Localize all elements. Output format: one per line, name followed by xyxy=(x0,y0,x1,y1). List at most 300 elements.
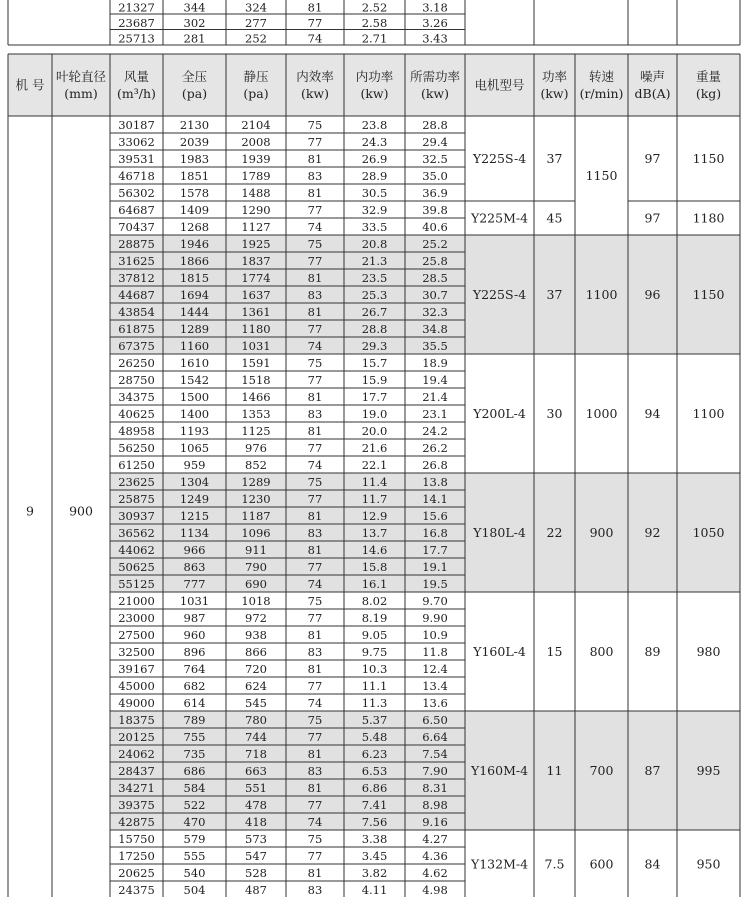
internal-power-cell: 11.7 xyxy=(361,492,388,506)
internal-power-cell: 30.5 xyxy=(361,186,388,200)
weight-cell: 1050 xyxy=(692,525,725,540)
static-pressure-cell: 976 xyxy=(245,441,267,455)
required-power-cell: 36.9 xyxy=(422,186,448,200)
total-pressure-cell: 863 xyxy=(183,560,206,574)
efficiency-cell: 77 xyxy=(307,322,323,336)
header-total-pressure: 全压 xyxy=(181,69,208,84)
header-speed: (r/min) xyxy=(579,86,624,101)
airflow-cell: 34271 xyxy=(118,781,155,795)
total-pressure-cell: 344 xyxy=(183,0,206,15)
internal-power-cell: 28.9 xyxy=(361,169,388,183)
efficiency-cell: 75 xyxy=(307,118,323,132)
header-internal-efficiency: (kw) xyxy=(300,86,330,101)
total-pressure-cell: 1851 xyxy=(179,169,210,183)
required-power-cell: 6.50 xyxy=(422,713,448,727)
total-pressure-cell: 1815 xyxy=(179,271,210,285)
internal-power-cell: 2.52 xyxy=(361,0,388,15)
power-cell: 30 xyxy=(546,406,563,421)
static-pressure-cell: 252 xyxy=(245,31,267,46)
airflow-cell: 39167 xyxy=(118,662,155,676)
total-pressure-cell: 555 xyxy=(183,849,206,863)
header-weight: 重量 xyxy=(695,69,722,84)
internal-power-cell: 6.23 xyxy=(361,747,388,761)
noise-cell: 92 xyxy=(644,525,661,540)
header-airflow: (m³/h) xyxy=(117,86,156,101)
power-cell: 15 xyxy=(546,644,563,659)
header-weight: (kg) xyxy=(695,86,722,101)
header-impeller-diameter: 叶轮直径 xyxy=(55,69,107,84)
internal-power-cell: 2.71 xyxy=(361,31,388,46)
total-pressure-cell: 540 xyxy=(183,866,206,880)
efficiency-cell: 81 xyxy=(307,390,323,404)
total-pressure-cell: 1065 xyxy=(179,441,210,455)
total-pressure-cell: 1134 xyxy=(179,526,210,540)
total-pressure-cell: 504 xyxy=(183,883,206,897)
total-pressure-cell: 1193 xyxy=(179,424,210,438)
internal-power-cell: 12.9 xyxy=(361,509,388,523)
static-pressure-cell: 1031 xyxy=(241,339,271,353)
header-internal-power: (kw) xyxy=(360,86,389,101)
total-pressure-cell: 735 xyxy=(183,747,206,761)
required-power-cell: 19.1 xyxy=(422,560,448,574)
required-power-cell: 15.6 xyxy=(422,509,448,523)
internal-power-cell: 5.37 xyxy=(361,713,388,727)
required-power-cell: 16.8 xyxy=(422,526,448,540)
efficiency-cell: 75 xyxy=(307,237,323,251)
airflow-cell: 25875 xyxy=(118,492,155,506)
total-pressure-cell: 1500 xyxy=(179,390,210,404)
static-pressure-cell: 1361 xyxy=(241,305,271,319)
required-power-cell: 17.7 xyxy=(422,543,448,557)
motor-model-cell: Y225M-4 xyxy=(470,210,529,226)
static-pressure-cell: 1466 xyxy=(241,390,271,404)
header-impeller-diameter: (mm) xyxy=(64,86,98,101)
efficiency-cell: 81 xyxy=(307,747,323,761)
efficiency-cell: 77 xyxy=(307,441,323,455)
total-pressure-cell: 2039 xyxy=(179,135,210,149)
internal-power-cell: 15.9 xyxy=(361,373,388,387)
efficiency-cell: 75 xyxy=(307,832,323,846)
required-power-cell: 18.9 xyxy=(422,356,448,370)
static-pressure-cell: 744 xyxy=(245,730,267,744)
internal-power-cell: 33.5 xyxy=(361,220,388,234)
header-required-power: 所需功率 xyxy=(409,69,461,84)
total-pressure-cell: 1983 xyxy=(179,152,210,166)
motor-model-cell: Y160L-4 xyxy=(473,644,526,659)
static-pressure-cell: 852 xyxy=(245,458,267,472)
internal-power-cell: 7.56 xyxy=(361,815,388,829)
static-pressure-cell: 718 xyxy=(245,747,267,761)
airflow-cell: 15750 xyxy=(118,832,155,846)
static-pressure-cell: 573 xyxy=(245,832,267,846)
static-pressure-cell: 1789 xyxy=(241,169,271,183)
required-power-cell: 30.7 xyxy=(422,288,448,302)
header-speed: 转速 xyxy=(588,69,615,84)
required-power-cell: 10.9 xyxy=(422,628,448,642)
efficiency-cell: 81 xyxy=(307,0,323,15)
total-pressure-cell: 1215 xyxy=(179,509,210,523)
static-pressure-cell: 1939 xyxy=(241,152,271,166)
noise-cell: 97 xyxy=(644,151,661,166)
efficiency-cell: 77 xyxy=(307,492,323,506)
motor-model-cell: Y132M-4 xyxy=(470,856,529,872)
internal-power-cell: 16.1 xyxy=(361,577,388,591)
efficiency-cell: 83 xyxy=(307,883,323,897)
airflow-cell: 24375 xyxy=(118,883,155,897)
airflow-cell: 50625 xyxy=(118,560,155,574)
internal-power-cell: 11.1 xyxy=(361,679,388,693)
motor-model-cell: Y225S-4 xyxy=(472,151,527,166)
weight-cell: 950 xyxy=(696,856,721,872)
efficiency-cell: 81 xyxy=(307,662,323,676)
noise-cell: 97 xyxy=(644,210,661,226)
required-power-cell: 12.4 xyxy=(422,662,448,676)
header-static-pressure: 静压 xyxy=(243,69,269,84)
required-power-cell: 13.6 xyxy=(422,696,448,710)
total-pressure-cell: 1249 xyxy=(179,492,210,506)
static-pressure-cell: 418 xyxy=(245,815,267,829)
power-cell: 37 xyxy=(546,287,563,302)
required-power-cell: 13.8 xyxy=(422,475,448,489)
required-power-cell: 28.5 xyxy=(422,271,448,285)
static-pressure-cell: 972 xyxy=(245,611,267,625)
efficiency-cell: 75 xyxy=(307,594,323,608)
static-pressure-cell: 624 xyxy=(245,679,267,693)
internal-power-cell: 21.6 xyxy=(361,441,388,455)
power-cell: 7.5 xyxy=(544,856,565,872)
required-power-cell: 35.0 xyxy=(422,169,448,183)
static-pressure-cell: 1925 xyxy=(241,237,271,251)
internal-power-cell: 26.7 xyxy=(361,305,388,319)
static-pressure-cell: 1180 xyxy=(241,322,271,336)
static-pressure-cell: 277 xyxy=(245,15,267,30)
total-pressure-cell: 614 xyxy=(183,696,206,710)
weight-cell: 1150 xyxy=(692,151,725,166)
required-power-cell: 26.2 xyxy=(422,441,448,455)
internal-power-cell: 26.9 xyxy=(361,152,388,166)
airflow-cell: 49000 xyxy=(118,696,155,710)
airflow-cell: 28750 xyxy=(118,373,155,387)
power-cell: 37 xyxy=(546,151,563,166)
header-internal-power: 内功率 xyxy=(355,69,394,84)
airflow-cell: 28875 xyxy=(118,237,155,251)
header-internal-efficiency: 内效率 xyxy=(296,69,334,84)
efficiency-cell: 75 xyxy=(307,713,323,727)
required-power-cell: 25.8 xyxy=(422,254,448,268)
internal-power-cell: 15.7 xyxy=(361,356,388,370)
efficiency-cell: 77 xyxy=(307,611,323,625)
static-pressure-cell: 528 xyxy=(245,866,267,880)
required-power-cell: 8.98 xyxy=(422,798,448,812)
airflow-cell: 17250 xyxy=(118,849,155,863)
noise-cell: 84 xyxy=(644,856,661,872)
efficiency-cell: 83 xyxy=(307,764,323,778)
airflow-cell: 21327 xyxy=(118,0,155,15)
total-pressure-cell: 959 xyxy=(183,458,206,472)
total-pressure-cell: 1409 xyxy=(179,203,210,217)
required-power-cell: 3.18 xyxy=(422,0,448,15)
required-power-cell: 19.4 xyxy=(422,373,448,387)
efficiency-cell: 74 xyxy=(307,31,323,46)
required-power-cell: 40.6 xyxy=(422,220,448,234)
total-pressure-cell: 1444 xyxy=(179,305,210,319)
static-pressure-cell: 1230 xyxy=(241,492,271,506)
power-cell: 11 xyxy=(546,763,563,778)
airflow-cell: 33062 xyxy=(118,135,155,149)
efficiency-cell: 83 xyxy=(307,169,323,183)
total-pressure-cell: 966 xyxy=(183,543,206,557)
airflow-cell: 39531 xyxy=(118,152,155,166)
required-power-cell: 4.98 xyxy=(422,883,448,897)
static-pressure-cell: 1837 xyxy=(241,254,271,268)
internal-power-cell: 24.3 xyxy=(361,135,388,149)
total-pressure-cell: 584 xyxy=(183,781,206,795)
power-cell: 45 xyxy=(546,210,563,226)
total-pressure-cell: 1946 xyxy=(179,237,210,251)
total-pressure-cell: 1610 xyxy=(179,356,210,370)
total-pressure-cell: 1304 xyxy=(179,475,210,489)
airflow-cell: 43854 xyxy=(118,305,155,319)
efficiency-cell: 74 xyxy=(307,339,323,353)
airflow-cell: 20125 xyxy=(118,730,155,744)
efficiency-cell: 77 xyxy=(307,203,323,217)
total-pressure-cell: 682 xyxy=(183,679,206,693)
total-pressure-cell: 1268 xyxy=(179,220,210,234)
static-pressure-cell: 790 xyxy=(245,560,267,574)
efficiency-cell: 74 xyxy=(307,577,323,591)
efficiency-cell: 83 xyxy=(307,407,323,421)
internal-power-cell: 17.7 xyxy=(361,390,388,404)
airflow-cell: 23687 xyxy=(118,15,155,30)
motor-model-cell: Y160M-4 xyxy=(470,763,529,778)
airflow-cell: 48958 xyxy=(118,424,155,438)
internal-power-cell: 5.48 xyxy=(361,730,388,744)
airflow-cell: 46718 xyxy=(118,169,155,183)
static-pressure-cell: 866 xyxy=(245,645,267,659)
internal-power-cell: 15.8 xyxy=(361,560,388,574)
internal-power-cell: 29.3 xyxy=(361,339,388,353)
total-pressure-cell: 1542 xyxy=(179,373,210,387)
static-pressure-cell: 324 xyxy=(245,0,267,15)
airflow-cell: 36562 xyxy=(118,526,155,540)
header-noise: 噪声 xyxy=(639,69,666,84)
total-pressure-cell: 579 xyxy=(183,832,206,846)
efficiency-cell: 81 xyxy=(307,271,323,285)
internal-power-cell: 9.05 xyxy=(361,628,388,642)
airflow-cell: 56250 xyxy=(118,441,155,455)
total-pressure-cell: 764 xyxy=(183,662,206,676)
static-pressure-cell: 547 xyxy=(245,849,267,863)
total-pressure-cell: 281 xyxy=(183,31,206,46)
airflow-cell: 30937 xyxy=(118,509,155,523)
required-power-cell: 39.8 xyxy=(422,203,448,217)
noise-cell: 94 xyxy=(644,406,661,421)
internal-power-cell: 25.3 xyxy=(361,288,388,302)
header-power: 功率 xyxy=(541,69,568,84)
total-pressure-cell: 960 xyxy=(183,628,206,642)
efficiency-cell: 77 xyxy=(307,254,323,268)
efficiency-cell: 81 xyxy=(307,152,323,166)
internal-power-cell: 11.3 xyxy=(361,696,388,710)
airflow-cell: 42875 xyxy=(118,815,155,829)
internal-power-cell: 23.8 xyxy=(361,118,388,132)
efficiency-cell: 77 xyxy=(307,373,323,387)
efficiency-cell: 83 xyxy=(307,288,323,302)
static-pressure-cell: 2104 xyxy=(241,118,271,132)
efficiency-cell: 74 xyxy=(307,815,323,829)
airflow-cell: 61875 xyxy=(118,322,155,336)
static-pressure-cell: 690 xyxy=(245,577,267,591)
required-power-cell: 7.90 xyxy=(422,764,448,778)
efficiency-cell: 77 xyxy=(307,730,323,744)
airflow-cell: 45000 xyxy=(118,679,155,693)
airflow-cell: 55125 xyxy=(118,577,155,591)
airflow-cell: 21000 xyxy=(118,594,155,608)
internal-power-cell: 19.0 xyxy=(361,407,388,421)
required-power-cell: 8.31 xyxy=(422,781,448,795)
static-pressure-cell: 663 xyxy=(245,764,267,778)
internal-power-cell: 4.11 xyxy=(361,883,388,897)
internal-power-cell: 21.3 xyxy=(361,254,388,268)
efficiency-cell: 77 xyxy=(307,849,323,863)
weight-cell: 1150 xyxy=(692,287,725,302)
noise-cell: 87 xyxy=(644,763,661,778)
static-pressure-cell: 1289 xyxy=(241,475,271,489)
required-power-cell: 32.3 xyxy=(422,305,448,319)
static-pressure-cell: 1637 xyxy=(241,288,271,302)
static-pressure-cell: 780 xyxy=(245,713,267,727)
header-motor-model: 电机型号 xyxy=(474,77,525,93)
airflow-cell: 27500 xyxy=(118,628,155,642)
total-pressure-cell: 896 xyxy=(183,645,206,659)
header-total-pressure: (pa) xyxy=(181,86,208,101)
airflow-cell: 30187 xyxy=(118,118,155,132)
required-power-cell: 19.5 xyxy=(422,577,448,591)
static-pressure-cell: 545 xyxy=(245,696,267,710)
efficiency-cell: 81 xyxy=(307,781,323,795)
total-pressure-cell: 470 xyxy=(183,815,206,829)
airflow-cell: 70437 xyxy=(118,220,155,234)
header-power: (kw) xyxy=(540,86,569,101)
internal-power-cell: 20.8 xyxy=(361,237,388,251)
internal-power-cell: 32.9 xyxy=(361,203,388,217)
airflow-cell: 56302 xyxy=(118,186,155,200)
total-pressure-cell: 1866 xyxy=(179,254,210,268)
static-pressure-cell: 1125 xyxy=(241,424,271,438)
total-pressure-cell: 987 xyxy=(183,611,206,625)
speed-cell: 1100 xyxy=(585,287,618,302)
total-pressure-cell: 1289 xyxy=(179,322,210,336)
total-pressure-cell: 686 xyxy=(183,764,206,778)
internal-power-cell: 2.58 xyxy=(361,15,388,30)
airflow-cell: 39375 xyxy=(118,798,155,812)
required-power-cell: 21.4 xyxy=(422,390,448,404)
speed-cell: 1150 xyxy=(585,168,618,183)
efficiency-cell: 74 xyxy=(307,696,323,710)
airflow-cell: 32500 xyxy=(118,645,155,659)
internal-power-cell: 9.75 xyxy=(361,645,388,659)
total-pressure-cell: 522 xyxy=(183,798,206,812)
internal-power-cell: 23.5 xyxy=(361,271,388,285)
header-airflow: 风量 xyxy=(123,69,150,84)
impeller-diameter-cell: 900 xyxy=(69,503,93,519)
airflow-cell: 25713 xyxy=(118,31,155,46)
weight-cell: 980 xyxy=(696,644,721,659)
internal-power-cell: 28.8 xyxy=(361,322,388,336)
airflow-cell: 23625 xyxy=(118,475,155,489)
speed-cell: 1000 xyxy=(585,406,618,421)
static-pressure-cell: 911 xyxy=(245,543,267,557)
airflow-cell: 28437 xyxy=(118,764,155,778)
required-power-cell: 7.54 xyxy=(422,747,448,761)
airflow-cell: 20625 xyxy=(118,866,155,880)
required-power-cell: 32.5 xyxy=(422,152,448,166)
efficiency-cell: 81 xyxy=(307,186,323,200)
required-power-cell: 3.26 xyxy=(422,15,448,30)
efficiency-cell: 75 xyxy=(307,356,323,370)
efficiency-cell: 81 xyxy=(307,866,323,880)
header-machine-no: 机 号 xyxy=(15,77,45,93)
total-pressure-cell: 2130 xyxy=(179,118,210,132)
static-pressure-cell: 551 xyxy=(245,781,267,795)
machine-number-cell: 9 xyxy=(26,503,34,519)
required-power-cell: 24.2 xyxy=(422,424,448,438)
internal-power-cell: 22.1 xyxy=(361,458,388,472)
static-pressure-cell: 478 xyxy=(245,798,267,812)
efficiency-cell: 83 xyxy=(307,526,323,540)
required-power-cell: 25.2 xyxy=(422,237,448,251)
airflow-cell: 67375 xyxy=(118,339,155,353)
airflow-cell: 61250 xyxy=(118,458,155,472)
static-pressure-cell: 487 xyxy=(245,883,267,897)
motor-model-cell: Y200L-4 xyxy=(473,406,526,421)
airflow-cell: 34375 xyxy=(118,390,155,404)
speed-cell: 800 xyxy=(589,644,614,659)
noise-cell: 96 xyxy=(644,287,661,302)
total-pressure-cell: 302 xyxy=(183,15,206,30)
internal-power-cell: 3.82 xyxy=(361,866,388,880)
header-background xyxy=(8,54,740,116)
weight-cell: 995 xyxy=(696,763,721,778)
internal-power-cell: 8.02 xyxy=(361,594,388,608)
header-static-pressure: (pa) xyxy=(243,86,269,101)
airflow-cell: 26250 xyxy=(118,356,155,370)
motor-model-cell: Y225S-4 xyxy=(472,287,527,302)
efficiency-cell: 77 xyxy=(307,798,323,812)
internal-power-cell: 6.86 xyxy=(361,781,388,795)
efficiency-cell: 81 xyxy=(307,305,323,319)
efficiency-cell: 81 xyxy=(307,509,323,523)
total-pressure-cell: 1694 xyxy=(179,288,210,302)
static-pressure-cell: 2008 xyxy=(241,135,271,149)
static-pressure-cell: 1353 xyxy=(241,407,271,421)
static-pressure-cell: 1518 xyxy=(241,373,271,387)
airflow-cell: 44687 xyxy=(118,288,155,302)
required-power-cell: 4.62 xyxy=(422,866,448,880)
weight-cell: 1180 xyxy=(692,210,725,226)
required-power-cell: 11.8 xyxy=(422,645,448,659)
internal-power-cell: 8.19 xyxy=(361,611,388,625)
required-power-cell: 9.70 xyxy=(422,594,448,608)
total-pressure-cell: 1160 xyxy=(179,339,210,353)
speed-cell: 900 xyxy=(589,525,614,540)
required-power-cell: 4.27 xyxy=(422,832,448,846)
static-pressure-cell: 1290 xyxy=(241,203,271,217)
airflow-cell: 18375 xyxy=(118,713,155,727)
efficiency-cell: 75 xyxy=(307,475,323,489)
static-pressure-cell: 1096 xyxy=(241,526,271,540)
total-pressure-cell: 1400 xyxy=(179,407,210,421)
